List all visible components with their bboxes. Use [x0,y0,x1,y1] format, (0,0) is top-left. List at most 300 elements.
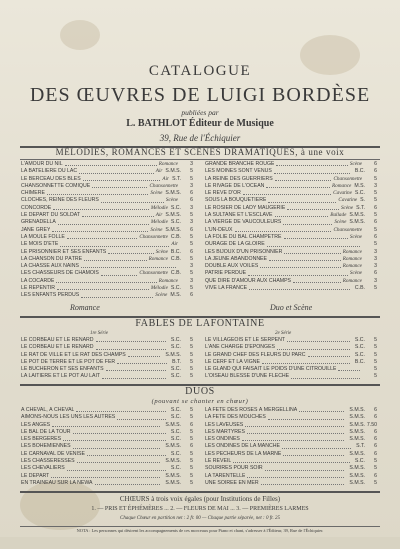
list-item [205,234,377,241]
item-genre: Romance [342,277,362,284]
list-item [21,373,193,380]
item-price: 5 [190,436,193,443]
list-item [21,176,193,183]
item-genre: Scène [340,204,354,211]
leader-dots [233,458,350,463]
item-price: 5 [374,190,377,197]
item-title: LES BERGÈRES [21,436,62,443]
item-genre: Scène [150,226,163,233]
item-title: OURAGE DE LA GLOIRE [205,241,265,248]
list-item [21,458,193,465]
item-genre: Scène [334,219,347,226]
list-item [205,359,377,366]
item-voices: S.T. [356,443,365,450]
item-price: 7.50 [366,421,377,428]
romance-tag: Romance [70,303,100,312]
leader-dots [117,414,166,419]
leader-dots [287,337,350,342]
item-price: 6 [374,168,377,175]
leader-dots [108,249,154,254]
list-item [205,473,377,480]
list-item [205,352,377,359]
item-price: 5 [190,414,193,421]
leader-dots [96,337,166,342]
item-price: 3 [374,277,377,284]
fables-heading: FABLES DE LAFONTAINE [135,318,265,329]
list-item [21,234,193,241]
item-voices: S.C. [170,414,181,421]
item-title: LES ANGES [21,421,51,428]
item-price: 5 [190,270,193,277]
item-price: 6 [190,248,193,255]
item-title: LE BÛCHERON ET SES ENFANTS [21,366,104,373]
list-item [205,407,377,414]
leader-dots [269,256,341,261]
item-voices: C.B. [170,270,181,277]
item-price: 6 [374,270,377,277]
list-item [21,359,193,366]
leader-dots [84,256,146,261]
item-title: CHIMÈRE [21,190,45,197]
item-voices: S.C. [354,458,365,465]
item-price: 6 [374,407,377,413]
item-voices: S.C. [354,344,365,351]
item-voices: C.B. [354,285,365,292]
item-title: LA LAITIÈRE ET LE POT AU LAIT [21,373,101,380]
divider [20,526,380,527]
item-voices: S.C. [170,219,181,226]
leader-dots [95,480,161,485]
list-item [21,256,193,263]
melodies-heading: MÉLODIES, ROMANCES ET SCÈNES DRAMATIQUES, à une voix [55,147,345,157]
item-price: 5 [190,465,193,472]
leader-dots [267,241,360,246]
leader-dots [275,212,329,217]
item-genre: Scène [349,233,362,240]
item-price: 5 [190,472,193,479]
item-voices: S.C. [170,204,181,211]
leader-dots [96,344,166,349]
item-title: GRANDE BRANCHE ROUGE [205,161,275,167]
list-item [21,407,193,414]
list-item [21,414,193,421]
item-voices: S.T. [172,175,181,182]
list-item [21,422,193,429]
item-title: LE RÉVEIL [205,458,232,465]
item-voices: S.C. [170,436,181,443]
item-title: LES BOHÉMIENNES [21,443,71,450]
item-price: 6 [190,443,193,450]
item-price: 6 [374,219,377,226]
item-voices: S.M.S. [165,168,181,175]
item-price: 3 [374,263,377,270]
item-price: 5 [374,373,377,380]
list-item [205,451,377,458]
leader-dots [77,458,161,463]
item-price: 3 [374,255,377,262]
item-title: LA SULTANE ET L'ESCLAVE [205,212,273,219]
item-voices: S.C. [170,344,181,351]
item-genre: Romance [342,255,362,262]
list-item [205,337,377,344]
item-genre: Chansonnette [333,226,362,233]
item-price: 5 [190,285,193,292]
leader-dots [248,270,348,275]
publisher-name: L. BATHLOT Éditeur de Musique [126,118,274,129]
list-item [205,197,377,204]
melodies-left-list [21,161,193,300]
item-price: 6 [374,414,377,421]
leader-dots [102,373,166,378]
item-title: LA BATELIÈRE DU LAC [21,168,78,175]
item-price: 3 [374,248,377,255]
leader-dots [83,176,161,181]
item-voices: S.M.S. [165,479,181,486]
item-price: 5 [374,226,377,233]
leader-dots [308,352,350,357]
leader-dots [57,285,149,290]
item-title: LE POT DE TERRE ET LE POT DE FER [21,358,116,365]
item-price: 5 [374,212,377,219]
fables-right-list [205,337,377,381]
list-item [205,205,377,212]
item-price: 6 [374,161,377,167]
leader-dots [283,219,332,224]
item-title: LE ROSIER DE LADY MAUGERIE [205,204,286,211]
list-item [205,176,377,183]
list-item [21,219,193,226]
item-title: LE DÉPART DU SOLDAT [21,212,80,219]
list-item [21,263,193,270]
item-genre: Ballade [330,212,347,219]
item-title: CHANSONNETTE COMIQUE [21,182,91,189]
item-price: 3 [190,277,193,284]
item-price: 5 [190,241,193,248]
list-item [205,285,377,292]
item-price: 5 [190,175,193,182]
leader-dots [117,359,167,364]
item-voices: S.M.S. [349,421,365,428]
item-title: LES ENFANTS PERDUS [21,292,80,299]
list-item [21,190,193,197]
list-item [205,263,377,270]
item-price: 5 [374,337,377,343]
item-price: 6 [190,292,193,299]
item-title: LE RIVAGE DE L'OCÉAN [205,182,265,189]
item-title: LA FÊTE DES ROSES À MERGELLINA [205,407,298,413]
item-title: LES ONDINES DE LA MANCHE [205,443,280,450]
item-voices: S.M.S. [349,212,365,219]
item-genre: Cavatine [338,197,358,204]
leader-dots [128,352,161,357]
item-voices: S.M.S. [165,421,181,428]
list-item [21,249,193,256]
item-genre: Mélodie [150,204,168,211]
item-price: 5 [190,373,193,380]
duos-subtitle: (pouvant se chanter en chœur) [151,398,249,405]
item-genre: Air [171,241,178,248]
leader-dots [291,373,360,378]
leader-dots [53,205,149,210]
item-title: UNE SOIRÉE EN MER [205,479,259,486]
item-voices: S.M.S. [165,190,181,197]
leader-dots [247,429,344,434]
list-item [205,458,377,465]
item-price: 6 [374,436,377,443]
item-voices: S.C. [354,351,365,358]
item-voices: B.T. [172,358,181,365]
leader-dots [283,451,344,456]
item-genre: Cavatine [333,190,352,197]
item-title: LE GLAND QUI FAISAIT LE POIDS D'UNE CITROUILLE [205,366,337,373]
item-price: 5 [190,212,193,219]
item-genre: Chansonnette [139,270,168,277]
item-title: LA FÊTE DES MOUCHES [205,414,266,421]
item-voices: S.M.S. [165,458,181,465]
leader-dots [287,205,339,210]
item-voices: S.M.S. [349,472,365,479]
leader-dots [52,227,148,232]
list-item [21,212,193,219]
publisher-address: 39, Rue de l'Échiquier [159,133,241,143]
item-price: 5 [190,450,193,457]
item-genre: Air [155,212,163,219]
leader-dots [58,219,149,224]
publisher-prefix: publiées par [181,108,219,117]
item-genre: Romance [148,255,168,262]
item-genre: Chansonnette [333,175,362,182]
item-voices: S.C. [170,450,181,457]
item-title: L'AMOUR DU NIL [21,161,63,167]
leader-dots [51,473,160,478]
item-title: LE BERCEAU DES BLÉS [21,175,81,182]
item-price: 5 [190,366,193,373]
item-title: LE CARNAVAL DE VENISE [21,450,85,457]
item-price: 3 [190,204,193,211]
list-item [21,436,193,443]
leader-dots [87,451,166,456]
item-voices: S.M.S. [349,407,365,413]
list-item [21,241,193,248]
item-title: L'UN-DEUX [205,226,233,233]
list-item [21,168,193,175]
fables-left-list [21,337,193,381]
leader-dots [245,422,344,427]
duos-right-list [205,407,377,487]
item-title: L'ÂNE CHARGÉ D'ÉPONGES [205,344,276,351]
item-voices: S.M.S. [165,351,181,358]
item-title: LE BAL DE LA TOUR [21,428,71,435]
item-price: 5 [190,351,193,358]
leader-dots [276,161,347,166]
item-voices: S.C. [170,366,181,373]
leader-dots [73,429,166,434]
item-price: 3 [190,263,193,270]
list-item [205,480,377,487]
item-title: LA VIERGE DE VAUCOULEURS [205,219,282,226]
paper-stain [20,480,100,530]
item-price: 5 [374,241,377,248]
list-item [21,344,193,351]
leader-dots [67,234,138,239]
duo-scene-tag: Duo et Scène [270,303,313,312]
list-item [205,161,377,168]
item-genre: Chansonnette [149,182,178,189]
item-title: L'OISEAU BLESSÉ D'UNE FLÈCHE [205,373,290,380]
item-voices: B.C. [354,358,365,365]
list-item [205,443,377,450]
item-price: 6 [374,204,377,211]
leader-dots [274,168,350,173]
choirs-list: 1. — PRIS ET ÉPHÉMÈRES ... 2. — FLEURS DE MAI ... 3. — PREMIÈRES LARMES [91,506,309,512]
leader-dots [101,197,164,202]
item-price: 5 [374,479,377,486]
duos-left-list [21,407,193,487]
item-title: LA CHANSON DU PÂTRE [21,255,83,262]
item-title: LA REINE DES GUERRIERS [205,175,273,182]
item-price: 5 [190,458,193,465]
item-price: 6 [190,197,193,204]
list-item [205,219,377,226]
item-price: 5 [374,344,377,351]
leader-dots [242,436,345,441]
leader-dots [243,190,331,195]
item-title: JANE GREY [21,226,51,233]
item-price: 5 [374,285,377,292]
item-voices: S.M.S. [349,465,365,472]
list-item [205,278,377,285]
item-title: LE MOIS D'ÉTÉ [21,241,59,248]
item-genre: Romance [332,182,352,189]
item-voices: B.C. [354,168,365,175]
item-price: 6 [374,443,377,450]
bottom-edge [0,537,400,549]
item-genre: Romance [342,248,362,255]
list-item [21,352,193,359]
item-price: 3 [190,161,193,167]
list-item [205,366,377,373]
item-price: 5 [190,358,193,365]
leader-dots [268,197,336,202]
item-voices: S.M.S. [165,443,181,450]
duos-heading: DUOS [185,386,215,397]
item-price: 5 [190,407,193,413]
item-voices: S.M.S. [349,450,365,457]
item-title: LA TARENTELLE [205,472,246,479]
leader-dots [67,465,166,470]
list-item [205,422,377,429]
item-title: PATRIE PERDUE [205,270,247,277]
item-price: 5 [190,344,193,351]
list-item [205,429,377,436]
item-price: 5 [190,337,193,343]
item-voices: C.B. [170,255,181,262]
list-item [205,465,377,472]
leader-dots [235,227,332,232]
leader-dots [52,422,160,427]
item-price: 5 [374,458,377,465]
item-title: LE GRAND CHEF DES FLEURS DU PARC [205,351,306,358]
leader-dots [247,473,344,478]
item-title: LE RAT DE VILLE ET LE RAT DES CHAMPS [21,351,126,358]
leader-dots [299,407,344,412]
leader-dots [65,161,157,166]
choirs-heading: CHŒURS à trois voix égales (pour Institutions de Filles) [119,495,281,503]
item-voices: C.B. [170,233,181,240]
leader-dots [76,407,165,412]
list-item [21,473,193,480]
item-price: 6 [374,472,377,479]
item-voices: S.T. [356,204,365,211]
item-title: CONCORDE [21,204,52,211]
leader-dots [265,465,345,470]
item-voices: S.C. [354,337,365,343]
fables-series-2-heading: 2e Série [275,331,292,336]
leader-dots [101,270,138,275]
list-item [21,429,193,436]
item-title: À CHEVAL, À CHEVAL [21,407,75,413]
item-voices: S. [360,197,365,204]
list-item [21,278,193,285]
list-item [21,183,193,190]
item-price: 6 [374,233,377,240]
item-title: LES CHASSERESSES [21,458,75,465]
item-price: 6 [374,428,377,435]
leader-dots [79,168,154,173]
leader-dots [92,183,147,188]
item-title: LES CHEVALIERS [21,465,65,472]
item-title: LE RÊVE D'OR [205,190,241,197]
list-item [21,465,193,472]
item-voices: S.M.S. [165,226,181,233]
item-title: LA COCARDE [21,277,55,284]
item-title: LE CORBEAU ET LE RENARD [21,337,94,343]
item-price: 3 [190,219,193,226]
item-genre: Air [155,168,163,175]
item-price: 6 [374,450,377,457]
list-item [205,344,377,351]
leader-dots [106,366,166,371]
leader-dots [338,366,360,371]
item-title: AIMONS-NOUS LES UNS LES AUTRES [21,414,116,421]
leader-dots [73,443,161,448]
leader-dots [277,344,350,349]
item-title: LE CERF ET LA VIGNE [205,358,260,365]
item-title: DOUBLE AUX VOILES [205,263,259,270]
item-genre: Mélodie [150,219,168,226]
list-item [205,270,377,277]
list-item [21,480,193,487]
list-item [205,373,377,380]
leader-dots [249,285,350,290]
item-title: LES PÉCHEURS DE LA MARNE [205,450,282,457]
list-item [21,337,193,344]
item-title: GRENADELLA [21,219,56,226]
item-voices: S.C. [170,465,181,472]
list-item [205,436,377,443]
item-title: LE VILLAGEOIS ET LE SERPENT [205,337,286,343]
list-item [205,414,377,421]
item-price: 6 [190,421,193,428]
item-voices: S.M.S. [165,472,181,479]
leader-dots [282,443,351,448]
leader-dots [47,190,148,195]
item-voices: S.C. [170,373,181,380]
leader-dots [60,241,169,246]
item-genre: Romance [342,263,362,270]
leader-dots [293,278,341,283]
choirs-price-note: Chaque Chœur en partition net : 2 fr. 00 — Chaque partie séparée, net : 0 fr. 25 [120,516,280,521]
